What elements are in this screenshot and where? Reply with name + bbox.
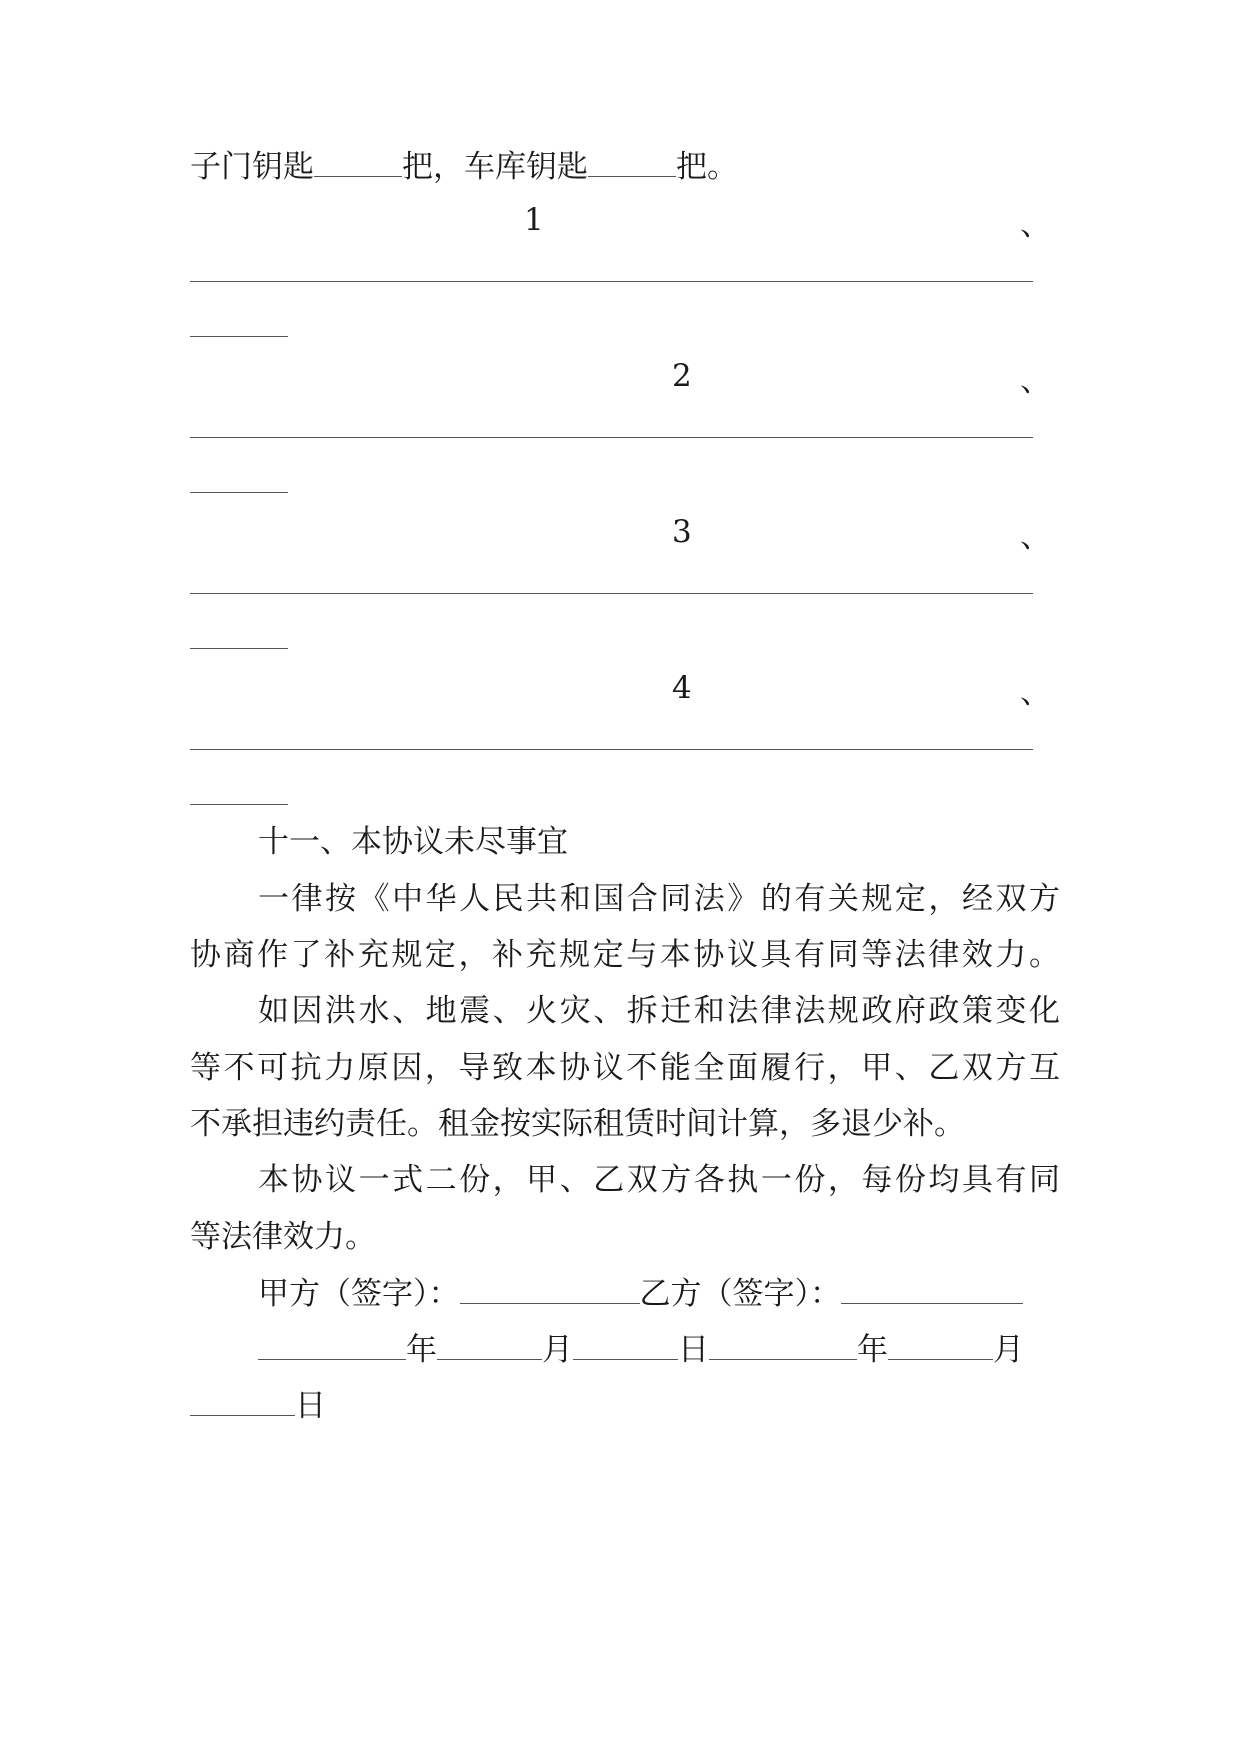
party-b-signature-blank[interactable] — [841, 1273, 1023, 1304]
keys-text-3: 把。 — [676, 149, 738, 185]
year-label-a: 年 — [406, 1332, 437, 1368]
item-2-blank-line-end[interactable] — [190, 492, 288, 493]
date-line — [258, 1329, 1060, 1370]
item-number-1: 1 — [524, 202, 544, 238]
item-separator-4: 、 — [1020, 675, 1051, 711]
day-label-b: 日 — [295, 1388, 326, 1424]
year-label-b: 年 — [857, 1332, 888, 1368]
item-1-blank-line[interactable] — [190, 281, 1033, 282]
keys-text-1: 子门钥匙 — [190, 149, 314, 185]
party-b-month-blank[interactable] — [888, 1329, 993, 1360]
door-key-count-blank[interactable] — [314, 146, 402, 177]
section-11-para2-line1: 如因洪水、地震、火灾、拆迁和法律法规政府政策变化 — [258, 993, 1060, 1029]
item-4-blank-line-end[interactable] — [190, 804, 288, 805]
item-number-2: 2 — [672, 358, 692, 394]
section-11-para2-line2: 等不可抗力原因，导致本协议不能全面履行，甲、乙双方互 — [190, 1050, 1060, 1086]
item-separator-2: 、 — [1020, 363, 1051, 399]
date-line-continued — [190, 1385, 1060, 1426]
keys-line — [190, 146, 1060, 187]
item-2-blank-line[interactable] — [190, 437, 1033, 438]
keys-text-2: 把，车库钥匙 — [402, 149, 588, 185]
section-11-para1-line1: 一律按《中华人民共和国合同法》的有关规定，经双方 — [258, 881, 1060, 917]
day-label-a: 日 — [678, 1332, 709, 1368]
item-separator-3: 、 — [1020, 519, 1051, 555]
item-separator-1: 、 — [1020, 207, 1051, 243]
party-a-signature-label: 甲方（签字）： — [258, 1276, 460, 1312]
section-11-para1-line2: 协商作了补充规定，补充规定与本协议具有同等法律效力。 — [190, 937, 1060, 973]
item-number-3: 3 — [672, 514, 692, 550]
section-11-para3-line2: 等法律效力。 — [190, 1219, 376, 1255]
party-b-day-blank[interactable] — [190, 1385, 295, 1416]
signature-line — [258, 1273, 1060, 1314]
section-11-heading: 十一、本协议未尽事宜 — [258, 824, 568, 860]
party-a-year-blank[interactable] — [258, 1329, 406, 1360]
party-a-day-blank[interactable] — [573, 1329, 678, 1360]
party-a-month-blank[interactable] — [437, 1329, 542, 1360]
item-3-blank-line-end[interactable] — [190, 648, 288, 649]
section-11-para3-line1: 本协议一式二份，甲、乙双方各执一份，每份均具有同 — [258, 1162, 1060, 1198]
party-a-signature-blank[interactable] — [460, 1273, 640, 1304]
item-4-blank-line[interactable] — [190, 749, 1033, 750]
garage-key-count-blank[interactable] — [588, 146, 676, 177]
item-3-blank-line[interactable] — [190, 593, 1033, 594]
party-b-signature-label: 乙方（签字）： — [639, 1276, 841, 1312]
party-b-year-blank[interactable] — [709, 1329, 857, 1360]
item-number-4: 4 — [672, 670, 692, 706]
section-11-para2-line3: 不承担违约责任。租金按实际租赁时间计算，多退少补。 — [190, 1106, 965, 1142]
month-label-a: 月 — [542, 1332, 573, 1368]
month-label-b: 月 — [993, 1332, 1024, 1368]
item-1-blank-line-end[interactable] — [190, 336, 288, 337]
